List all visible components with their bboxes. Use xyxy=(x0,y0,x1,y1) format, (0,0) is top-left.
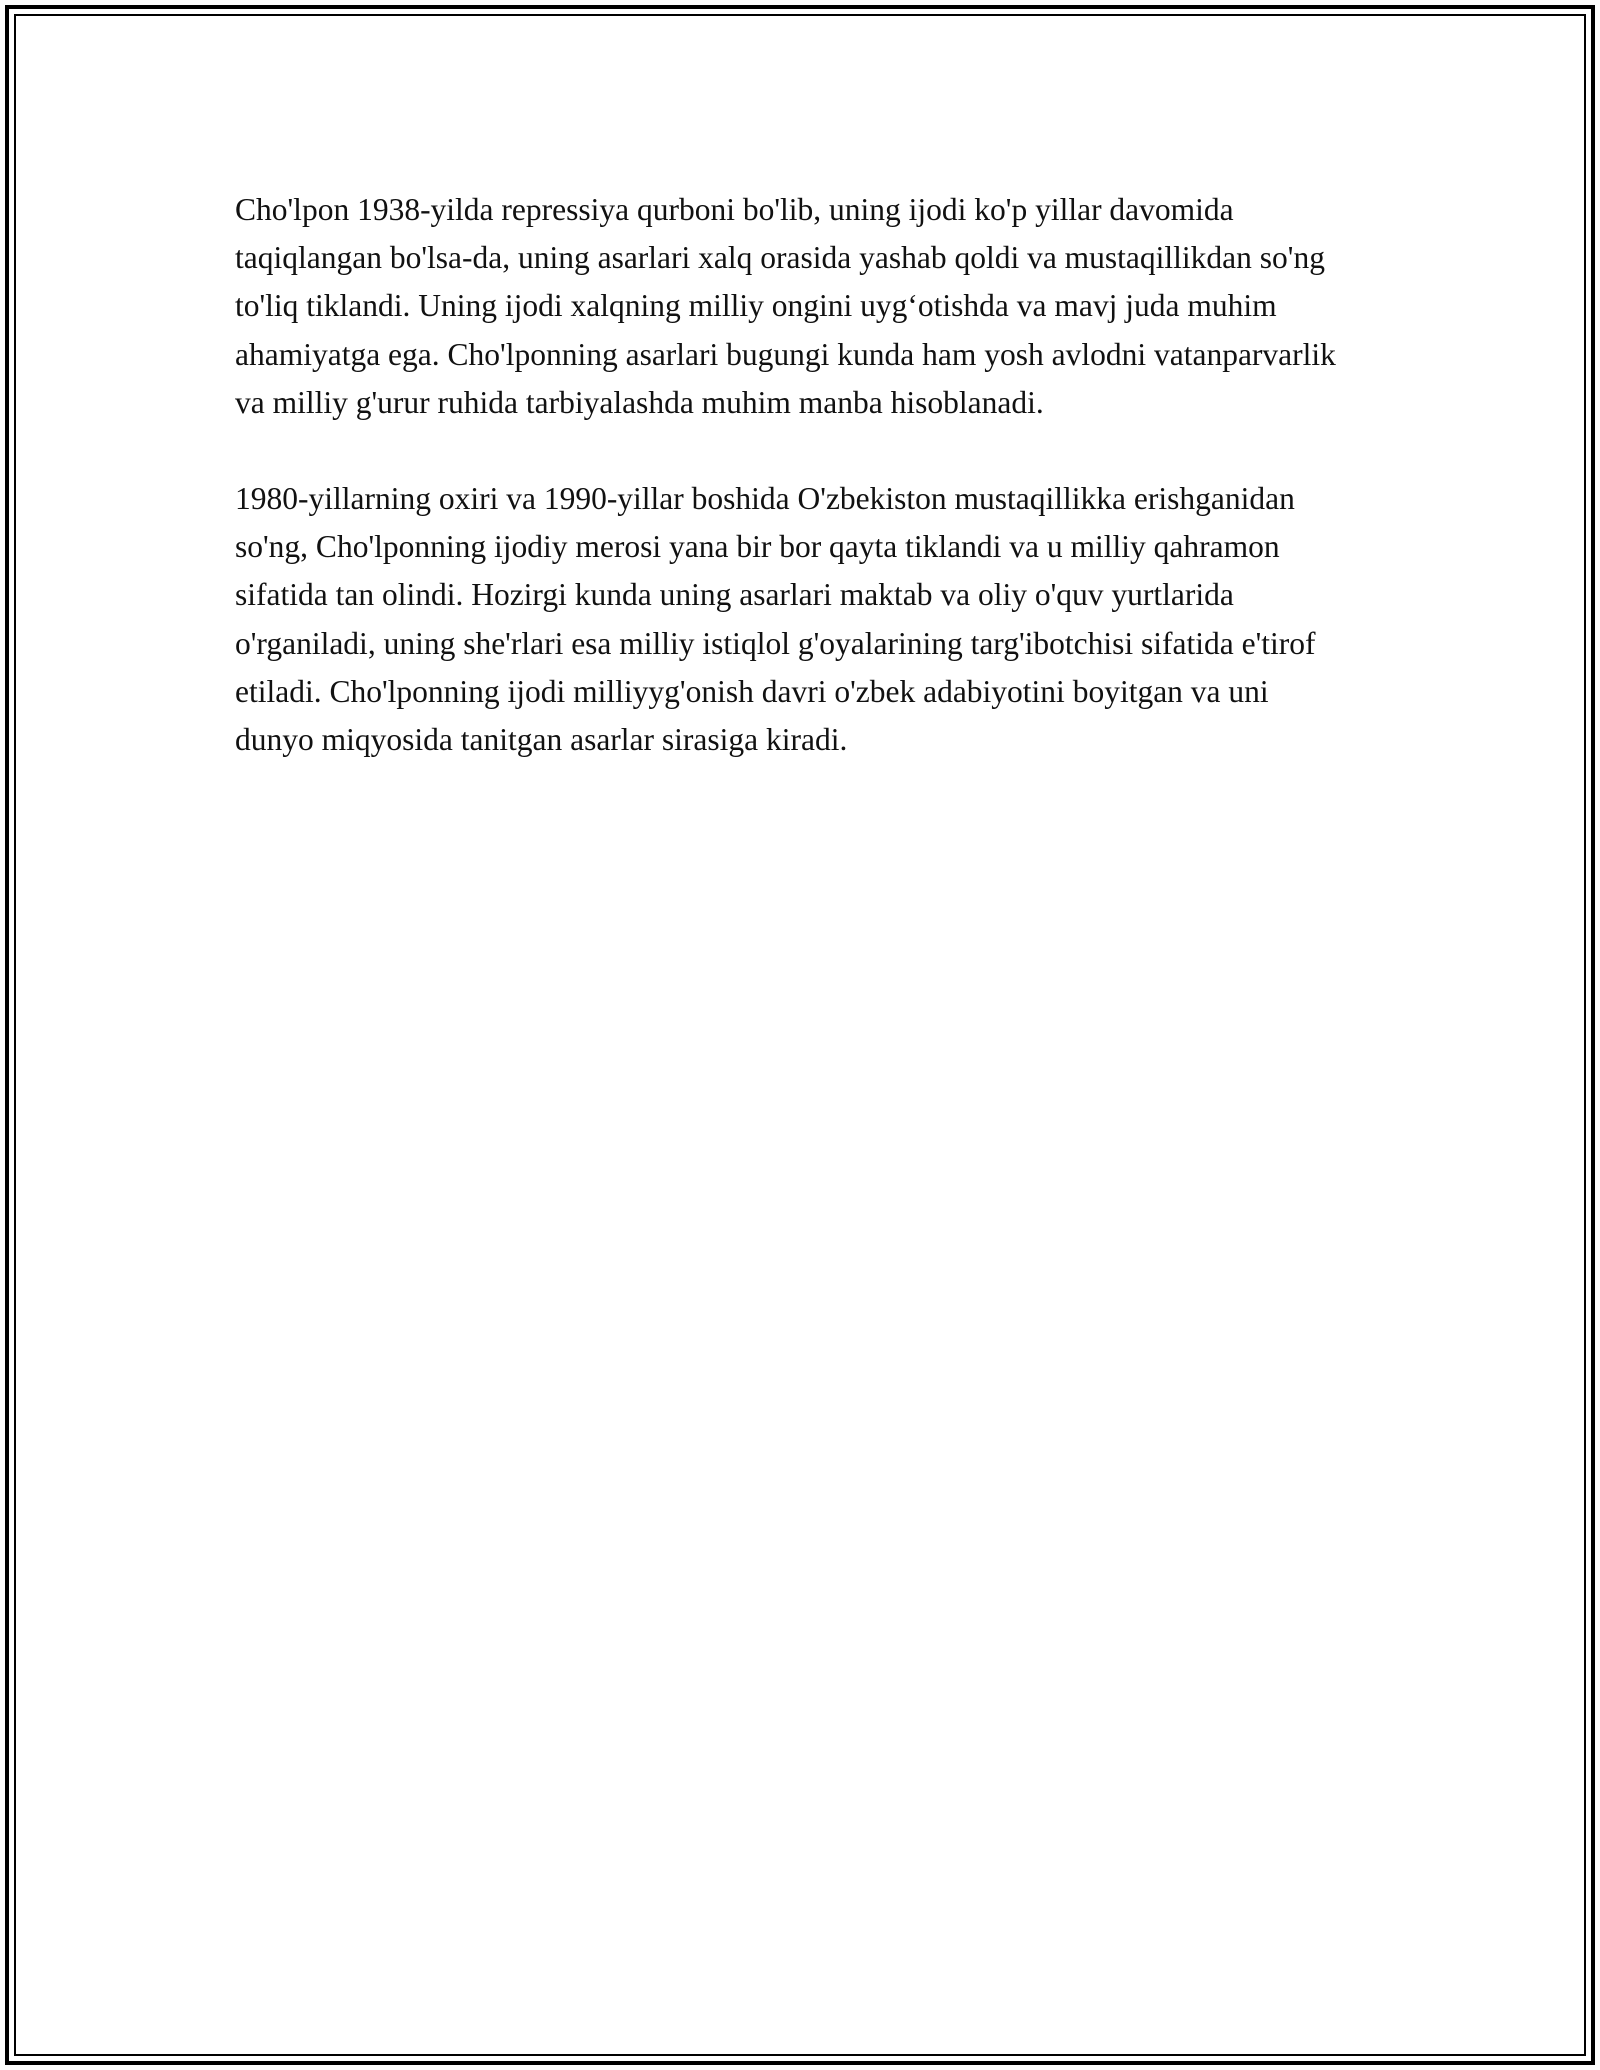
paragraph-2: 1980-yillarning oxiri va 1990-yillar boshida O'zbekiston mustaqillikka erishganidan so'ng, Cho'lponning ijodiy merosi yana bir bor qayta tiklandi va u milliy qahramon sifatida tan olindi. Hozirgi kunda uning asarlari maktab va oliy o'quv yurtlarida o'rganiladi, uning she'rlari esa milliy istiqlol g'oyalarining targ'ibotchisi sifatida e'tirof etiladi. Cho'lponning ijodi milliyyg'onish davri o'zbek adabiyotini boyitgan va uni dunyo miqyosida tanitgan asarlar sirasiga kiradi. xyxy=(235,481,1316,758)
paragraph-1: Cho'lpon 1938-yilda repressiya qurboni bo'lib, uning ijodi ko'p yillar davomida taqiqlangan bo'lsa-da, uning asarlari xalq orasida yashab qoldi va mustaqillikdan so'ng to'liq tiklandi. Uning ijodi xalqning milliy ongini uyg‘otishda va mavj juda muhim ahamiyatga ega. Cho'lponning asarlari bugungi kunda ham yosh avlodni vatanparvarlik va milliy g'urur ruhida tarbiyalashda muhim manba hisoblanadi. xyxy=(235,192,1336,420)
document-body xyxy=(235,186,1355,812)
